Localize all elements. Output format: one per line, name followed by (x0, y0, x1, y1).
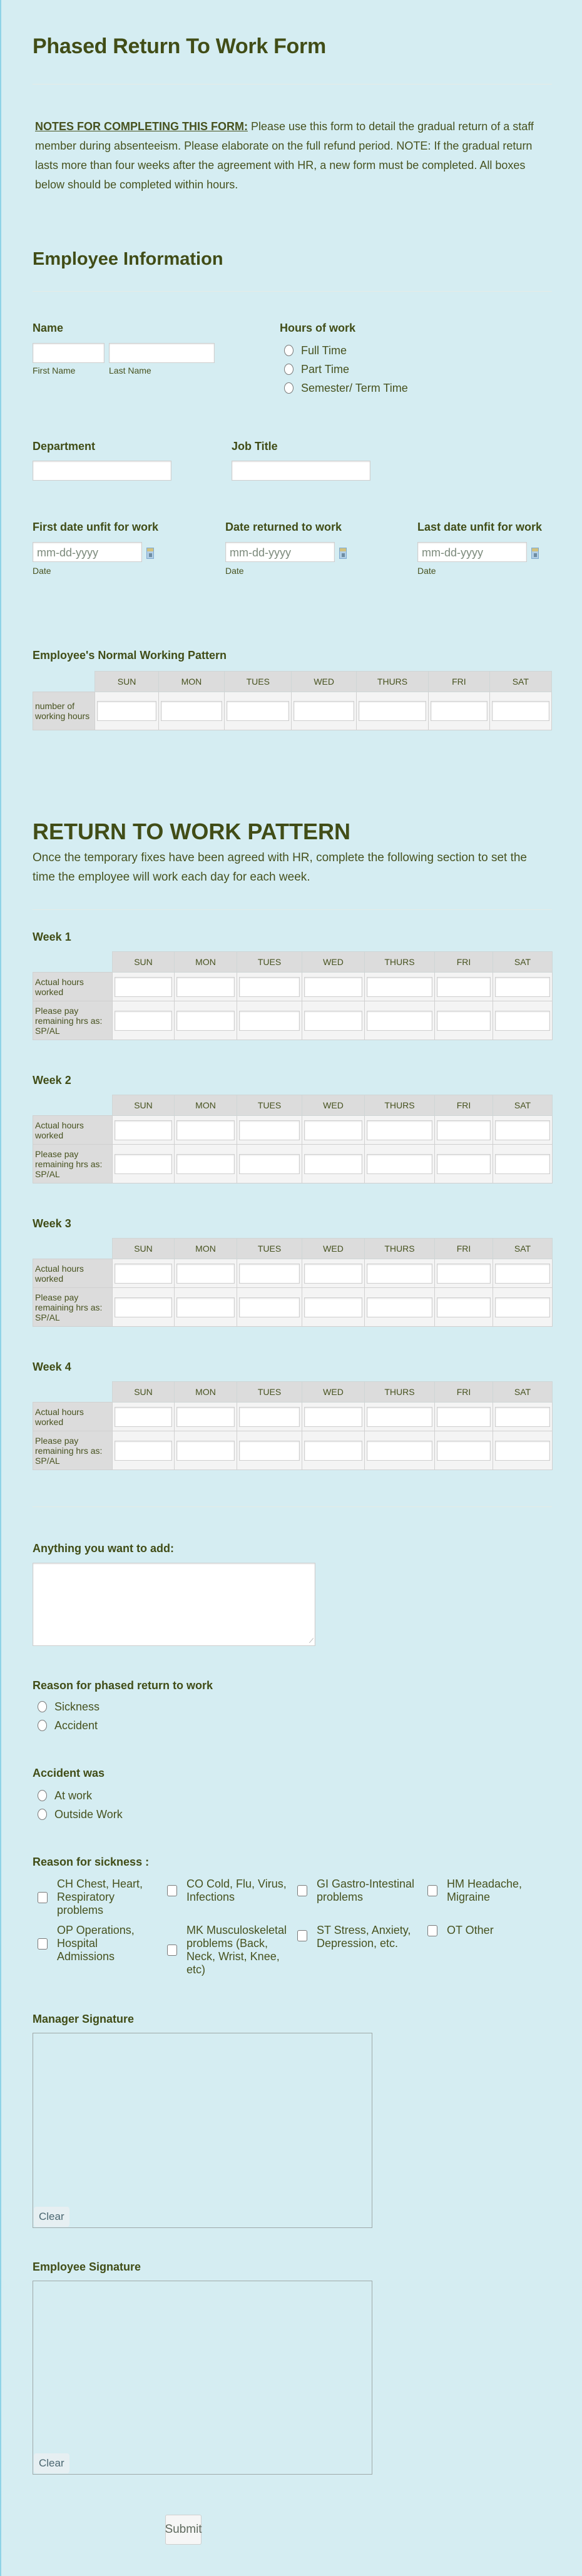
week-1-remaining-sun-input[interactable] (115, 1011, 172, 1031)
col-header: SUN (113, 952, 175, 973)
checkbox-icon[interactable] (427, 1885, 437, 1896)
notes-lead: NOTES FOR COMPLETING THIS FORM: (35, 120, 248, 133)
accident-label: Accident was (33, 1767, 105, 1779)
col-header: THURS (356, 672, 428, 692)
week-3-actual-wed-input[interactable] (304, 1264, 362, 1284)
week-3-remaining-thurs-input[interactable] (367, 1297, 432, 1317)
week-2-actual-mon-input[interactable] (176, 1120, 235, 1140)
checkbox-headache[interactable]: HM Headache, Migraine (427, 1878, 553, 1904)
department-input[interactable] (33, 461, 171, 481)
week-4-actual-wed-input[interactable] (304, 1407, 362, 1427)
hours-input-tues[interactable] (227, 701, 289, 721)
week-2-actual-thurs-input[interactable] (367, 1120, 432, 1140)
col-header: TUES (237, 1095, 302, 1116)
last-date-unfit-label: Last date unfit for work (417, 521, 543, 533)
first-date-unfit-label: First date unfit for work (33, 521, 159, 533)
hours-of-work-label: Hours of work (280, 322, 356, 334)
hours-input-mon[interactable] (161, 701, 222, 721)
table-header-row (33, 1239, 553, 1259)
hours-input-thurs[interactable] (359, 701, 426, 721)
checkbox-icon[interactable] (167, 1885, 177, 1896)
week-3-remaining-tues-input[interactable] (239, 1297, 300, 1317)
week-4-actual-mon-input[interactable] (176, 1407, 235, 1427)
week-3-actual-sun-input[interactable] (115, 1264, 172, 1284)
row-label: Actual hours worked (33, 1259, 113, 1288)
calendar-icon[interactable] (339, 548, 347, 559)
week-1-actual-mon-input[interactable] (176, 977, 235, 997)
first-name-sublabel: First Name (33, 365, 76, 376)
additional-textarea[interactable] (33, 1563, 315, 1646)
week-2-remaining-wed-input[interactable] (304, 1154, 362, 1174)
week-3-actual-thurs-input[interactable] (367, 1264, 432, 1284)
week-4-actual-sun-input[interactable] (115, 1407, 172, 1427)
col-header: SUN (113, 1095, 175, 1116)
week-4-remaining-sun-input[interactable] (115, 1441, 172, 1461)
employee-info-heading: Employee Information (33, 249, 223, 269)
week-4-table (33, 1381, 553, 1470)
col-header: THURS (365, 1239, 435, 1259)
manager-signature-label: Manager Signature (33, 2013, 135, 2025)
radio-icon[interactable] (38, 1809, 47, 1820)
week-3-actual-mon-input[interactable] (176, 1264, 235, 1284)
table-row (33, 1116, 553, 1145)
week-2-remaining-sat-input[interactable] (495, 1154, 550, 1174)
col-header: THURS (365, 1095, 435, 1116)
employee-signature-pad[interactable] (33, 2281, 372, 2475)
radio-icon[interactable] (38, 1701, 47, 1712)
col-header: WED (302, 1095, 365, 1116)
col-header: SAT (493, 1239, 553, 1259)
col-header: FRI (429, 672, 489, 692)
week-2-remaining-tues-input[interactable] (239, 1154, 300, 1174)
week-2-remaining-fri-input[interactable] (437, 1154, 491, 1174)
table-row (33, 692, 552, 730)
week-1-remaining-thurs-input[interactable] (367, 1011, 432, 1031)
hours-input-sat[interactable] (492, 701, 549, 721)
checkbox-icon[interactable] (167, 1945, 177, 1956)
col-header: TUES (237, 1239, 302, 1259)
week-1-actual-tues-input[interactable] (239, 977, 300, 997)
form-title: Phased Return To Work Form (33, 34, 326, 58)
radio-icon[interactable] (38, 1720, 47, 1731)
week-3-remaining-sat-input[interactable] (495, 1297, 550, 1317)
row-label: Actual hours worked (33, 1116, 113, 1145)
week-3-remaining-wed-input[interactable] (304, 1297, 362, 1317)
return-pattern-heading: RETURN TO WORK PATTERN (33, 819, 350, 844)
col-header: FRI (435, 1382, 493, 1403)
week-3-table (33, 1238, 553, 1327)
week-4-remaining-sat-input[interactable] (495, 1441, 550, 1461)
last-date-sublabel: Date (417, 566, 436, 576)
date-returned-sublabel: Date (225, 566, 244, 576)
hours-input-fri[interactable] (431, 701, 487, 721)
week-4-actual-tues-input[interactable] (239, 1407, 300, 1427)
table-row (33, 1403, 553, 1431)
week-4-remaining-fri-input[interactable] (437, 1441, 491, 1461)
week-3-actual-fri-input[interactable] (437, 1264, 491, 1284)
resize-handle-icon[interactable]: ⟋ (309, 1638, 314, 1645)
sickness-label: Reason for sickness : (33, 1856, 150, 1868)
table-row (33, 1431, 553, 1470)
last-name-input[interactable] (109, 343, 215, 363)
checkbox-icon[interactable] (38, 1892, 48, 1903)
hours-input-wed[interactable] (294, 701, 354, 721)
week-4-actual-sat-input[interactable] (495, 1407, 550, 1427)
week-2-table (33, 1095, 553, 1183)
col-header: MON (175, 1239, 237, 1259)
col-header: WED (292, 672, 356, 692)
col-header: TUES (237, 1382, 302, 1403)
col-header: WED (302, 1239, 365, 1259)
checkbox-cold-flu[interactable]: CO Cold, Flu, Virus, Infections (167, 1878, 295, 1904)
col-header: WED (302, 952, 365, 973)
week-1-actual-thurs-input[interactable] (367, 977, 432, 997)
radio-icon[interactable] (284, 382, 294, 394)
checkbox-other[interactable]: OT Other (427, 1924, 553, 1937)
radio-sickness[interactable]: Sickness (38, 1697, 100, 1716)
radio-icon[interactable] (284, 364, 294, 375)
week-4-actual-fri-input[interactable] (437, 1407, 491, 1427)
checkbox-stress[interactable]: ST Stress, Anxiety, Depression, etc. (297, 1924, 426, 1950)
date-returned-label: Date returned to work (225, 521, 342, 533)
radio-icon[interactable] (284, 345, 294, 356)
radio-accident[interactable]: Accident (38, 1716, 100, 1735)
row-label: Please pay remaining hrs as: SP/AL (33, 1001, 113, 1040)
radio-full-time[interactable]: Full Time (284, 341, 408, 360)
week-4-actual-thurs-input[interactable] (367, 1407, 432, 1427)
return-pattern-divider (33, 909, 552, 910)
week-3-remaining-fri-input[interactable] (437, 1297, 491, 1317)
col-header: WED (302, 1382, 365, 1403)
manager-signature-pad[interactable] (33, 2033, 372, 2228)
checkbox-icon[interactable] (297, 1930, 307, 1941)
additional-label: Anything you want to add: (33, 1542, 174, 1555)
week-3-remaining-mon-input[interactable] (176, 1297, 235, 1317)
week-1-remaining-mon-input[interactable] (176, 1011, 235, 1031)
row-label: Actual hours worked (33, 1403, 113, 1431)
col-header: SAT (493, 952, 553, 973)
hours-of-work-options (284, 341, 408, 397)
normal-pattern-label: Employee's Normal Working Pattern (33, 649, 227, 662)
checkbox-icon[interactable] (297, 1885, 307, 1896)
week-1-remaining-fri-input[interactable] (437, 1011, 491, 1031)
week-1-actual-fri-input[interactable] (437, 977, 491, 997)
notes-body: Please use this form to detail the gradual return of a staff member during absenteeism. Please elaborate on the full refund period. NOTE: If the gradual return lasts more than four weeks after the agreement with HR, a new form must be completed. All boxes below should be completed within hours. (35, 120, 534, 191)
col-header: SUN (95, 672, 158, 692)
week-1-label: Week 1 (33, 931, 71, 943)
col-header: MON (158, 672, 224, 692)
week-4-remaining-wed-input[interactable] (304, 1441, 362, 1461)
week-4-remaining-mon-input[interactable] (176, 1441, 235, 1461)
normal-pattern-table (33, 671, 552, 730)
first-name-input[interactable] (33, 343, 105, 363)
col-header: FRI (435, 1095, 493, 1116)
hours-input-sun[interactable] (97, 701, 156, 721)
job-title-input[interactable] (232, 461, 370, 481)
checkbox-icon[interactable] (38, 1938, 48, 1950)
week-1-actual-sun-input[interactable] (115, 977, 172, 997)
table-row (33, 1145, 553, 1183)
last-date-unfit-input[interactable]: mm-dd-yyyy (417, 542, 527, 562)
week-3-label: Week 3 (33, 1217, 71, 1230)
last-name-sublabel: Last Name (109, 365, 151, 376)
week-4-remaining-thurs-input[interactable] (367, 1441, 432, 1461)
radio-outside-work[interactable]: Outside Work (38, 1805, 123, 1824)
table-header-row (33, 1382, 553, 1403)
department-label: Department (33, 440, 96, 452)
week-1-remaining-sat-input[interactable] (495, 1011, 550, 1031)
calendar-icon[interactable] (531, 548, 539, 559)
first-date-unfit-input[interactable]: mm-dd-yyyy (33, 542, 142, 562)
week-2-actual-sat-input[interactable] (495, 1120, 550, 1140)
submit-button[interactable]: Submit (165, 2515, 202, 2545)
week-2-actual-wed-input[interactable] (304, 1120, 362, 1140)
table-row (33, 1001, 553, 1040)
radio-icon[interactable] (38, 1790, 47, 1801)
radio-term-time[interactable]: Semester/ Term Time (284, 379, 408, 397)
row-label: number of working hours (33, 692, 95, 730)
col-header: SAT (493, 1382, 553, 1403)
col-header: THURS (365, 952, 435, 973)
week-2-actual-fri-input[interactable] (437, 1120, 491, 1140)
row-label: Actual hours worked (33, 973, 113, 1001)
table-header-row (33, 672, 552, 692)
checkbox-operations[interactable]: OP Operations, Hospital Admissions (38, 1924, 163, 1963)
week-4-remaining-tues-input[interactable] (239, 1441, 300, 1461)
week-2-label: Week 2 (33, 1074, 71, 1086)
col-header: SUN (113, 1239, 175, 1259)
week-2-remaining-mon-input[interactable] (176, 1154, 235, 1174)
checkbox-icon[interactable] (427, 1925, 437, 1936)
col-header: SAT (493, 1095, 553, 1116)
job-title-label: Job Title (232, 440, 278, 452)
col-header: MON (175, 1095, 237, 1116)
col-header: SAT (489, 672, 551, 692)
table-row (33, 1259, 553, 1288)
week-2-actual-sun-input[interactable] (115, 1120, 172, 1140)
row-label: Please pay remaining hrs as: SP/AL (33, 1431, 113, 1470)
form-notes (35, 117, 554, 195)
week-2-remaining-thurs-input[interactable] (367, 1154, 432, 1174)
accident-options (38, 1786, 123, 1824)
calendar-icon[interactable] (146, 548, 154, 559)
week-1-actual-sat-input[interactable] (495, 977, 550, 997)
table-header-row (33, 1095, 553, 1116)
col-header: THURS (365, 1382, 435, 1403)
week-1-remaining-tues-input[interactable] (239, 1011, 300, 1031)
manager-clear-button[interactable]: Clear (34, 2207, 69, 2227)
reason-label: Reason for phased return to work (33, 1679, 213, 1692)
radio-part-time[interactable]: Part Time (284, 360, 408, 379)
week-3-actual-tues-input[interactable] (239, 1264, 300, 1284)
col-header: FRI (435, 952, 493, 973)
first-date-sublabel: Date (33, 566, 51, 576)
week-3-actual-sat-input[interactable] (495, 1264, 550, 1284)
col-header: TUES (237, 952, 302, 973)
row-label: Please pay remaining hrs as: SP/AL (33, 1145, 113, 1183)
week-2-remaining-sun-input[interactable] (115, 1154, 172, 1174)
date-returned-input[interactable]: mm-dd-yyyy (225, 542, 335, 562)
checkbox-chest-heart[interactable]: CH Chest, Heart, Respiratory problems (38, 1878, 163, 1917)
reason-options (38, 1697, 100, 1735)
return-pattern-description: Once the temporary fixes have been agreed with HR, complete the following section to set the time the employee will work each day for each week. (33, 851, 527, 884)
col-header: SUN (113, 1382, 175, 1403)
weeks-divider (33, 1506, 552, 1507)
name-label: Name (33, 322, 64, 334)
week-4-label: Week 4 (33, 1361, 71, 1373)
row-label: Please pay remaining hrs as: SP/AL (33, 1288, 113, 1327)
week-2-actual-tues-input[interactable] (239, 1120, 300, 1140)
table-header-row (33, 952, 553, 973)
checkbox-gastro[interactable]: GI Gastro-Intestinal problems (297, 1878, 426, 1904)
employee-clear-button[interactable]: Clear (34, 2453, 69, 2473)
week-1-table (33, 951, 553, 1040)
employee-signature-label: Employee Signature (33, 2261, 141, 2273)
week-1-remaining-wed-input[interactable] (304, 1011, 362, 1031)
week-1-actual-wed-input[interactable] (304, 977, 362, 997)
col-header: TUES (225, 672, 292, 692)
col-header: MON (175, 1382, 237, 1403)
col-header: FRI (435, 1239, 493, 1259)
checkbox-musculoskeletal[interactable]: MK Musculoskeletal problems (Back, Neck, Wrist, Knee, etc) (167, 1924, 295, 1976)
week-3-remaining-sun-input[interactable] (115, 1297, 172, 1317)
col-header: MON (175, 952, 237, 973)
radio-at-work[interactable]: At work (38, 1786, 123, 1805)
table-row (33, 973, 553, 1001)
employee-info-divider (33, 291, 552, 292)
table-row (33, 1288, 553, 1327)
